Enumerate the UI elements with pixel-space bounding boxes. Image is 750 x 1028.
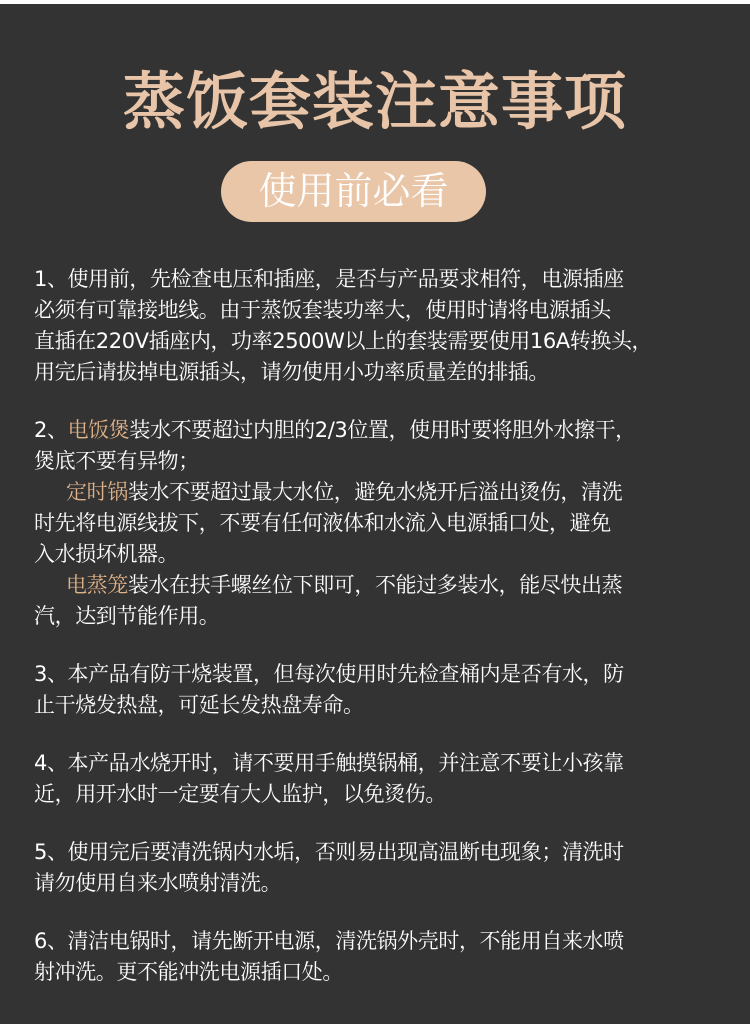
- page-title: 蒸饭套装注意事项: [122, 65, 627, 138]
- product-name-timer-pot: 定时锅: [66, 480, 128, 504]
- notice-line: [34, 477, 724, 508]
- notice-line: 汽，达到节能作用。: [34, 604, 220, 628]
- notice-line: 近，用开水时一定要有大人监护，以免烫伤。: [34, 782, 446, 806]
- notice-line: 直插在220V插座内，功率2500W以上的套装需要使用16A转换头，: [34, 329, 653, 353]
- notice-line: 用完后请拔掉电源插头，请勿使用小功率质量差的排插。: [34, 360, 549, 384]
- notice-item-6: [34, 926, 724, 988]
- notice-line: 射冲洗。更不能冲洗电源插口处。: [34, 960, 343, 984]
- notice-line: 止干烧发热盘，可延长发热盘寿命。: [34, 693, 364, 717]
- notice-item-4: [34, 748, 724, 810]
- notice-item-5: [34, 837, 724, 899]
- notice-line: [34, 570, 724, 601]
- notice-line: 1、使用前，先检查电压和插座，是否与产品要求相符，电源插座: [34, 267, 624, 291]
- product-name-rice-cooker: 电饭煲: [67, 418, 130, 442]
- notice-line: [34, 415, 724, 446]
- must-read-badge: 使用前必看: [221, 161, 486, 222]
- notice-line: 请勿使用自来水喷射清洗。: [34, 871, 282, 895]
- notice-line: 必须有可靠接地线。由于蒸饭套装功率大，使用时请将电源插头: [34, 298, 611, 322]
- notice-item-3: [34, 659, 724, 721]
- notice-content: [34, 264, 724, 988]
- notice-line: 6、清洁电锅时，请先断开电源，清洗锅外壳时，不能用自来水喷: [34, 929, 624, 953]
- product-name-steamer: 电蒸笼: [66, 573, 128, 597]
- notice-text: 装水不要超过内胆的2/3位置，使用时要将胆外水擦干，: [129, 418, 636, 442]
- notice-line: 4、本产品水烧开时，请不要用手触摸锅桶，并注意不要让小孩靠: [34, 751, 624, 775]
- notice-item-1: [34, 264, 724, 388]
- notice-line: 煲底不要有异物；: [34, 449, 199, 473]
- notice-item-2: [34, 415, 724, 632]
- notice-line: 入水损坏机器。: [34, 542, 179, 566]
- notice-text: 装水不要超过最大水位，避免水烧开后溢出烫伤，清洗: [127, 480, 623, 504]
- notice-line: 时先将电源线拔下，不要有任何液体和水流入电源插口处，避免: [34, 511, 611, 535]
- notice-line: 5、使用完后要清洗锅内水垢，否则易出现高温断电现象；清洗时: [34, 840, 624, 864]
- notice-text: 装水在扶手螺丝位下即可，不能过多装水，能尽快出蒸: [127, 573, 623, 597]
- notice-line: 3、本产品有防干烧装置，但每次使用时先检查桶内是否有水，防: [34, 662, 624, 686]
- item-number: 2、: [34, 418, 68, 442]
